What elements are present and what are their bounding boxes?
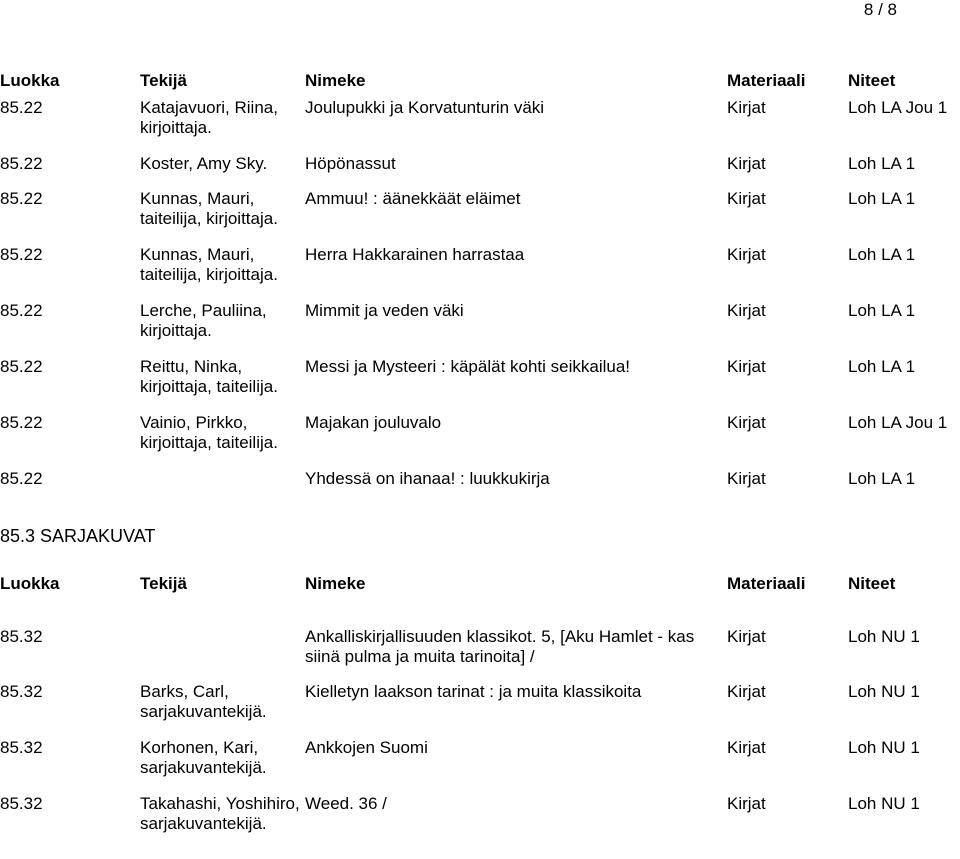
cell-author: Katajavuori, Riina, kirjoittaja. [140, 98, 278, 137]
cell-material: Kirjat [727, 189, 766, 208]
cell-notes: Loh LA Jou 1 [848, 98, 948, 117]
header-material: Materiaali [727, 71, 806, 90]
header-class: Luokka [0, 71, 60, 90]
header-title: Nimeke [305, 71, 366, 90]
cell-material: Kirjat [727, 154, 766, 173]
cell-author: Lerche, Pauliina, kirjoittaja. [140, 301, 267, 340]
cell-material: Kirjat [727, 301, 766, 320]
cell-material: Kirjat [727, 98, 766, 117]
header-material: Materiaali [727, 574, 806, 593]
cell-class: 85.22 [0, 469, 43, 488]
cell-author: Barks, Carl, sarjakuvantekijä. [140, 682, 267, 721]
cell-notes: Loh NU 1 [848, 794, 920, 813]
cell-notes: Loh NU 1 [848, 682, 920, 701]
cell-title: Herra Hakkarainen harrastaa [305, 245, 525, 264]
cell-notes: Loh LA 1 [848, 469, 916, 488]
cell-title: Kielletyn laakson tarinat : ja muita klassikoita [305, 682, 642, 701]
cell-author: Reittu, Ninka, kirjoittaja, taiteilija. [140, 357, 278, 396]
cell-title: Majakan jouluvalo [305, 413, 442, 432]
cell-class: 85.32 [0, 682, 43, 701]
cell-class: 85.32 [0, 627, 43, 646]
cell-class: 85.32 [0, 794, 43, 813]
cell-title: Mimmit ja veden väki [305, 301, 464, 320]
cell-material: Kirjat [727, 357, 766, 376]
cell-class: 85.32 [0, 738, 43, 757]
cell-class: 85.22 [0, 413, 43, 432]
cell-author: Takahashi, Yoshihiro, sarjakuvantekijä. [140, 794, 300, 833]
cell-title: Höpönassut [305, 154, 396, 173]
cell-class: 85.22 [0, 154, 43, 173]
cell-class: 85.22 [0, 245, 43, 264]
cell-material: Kirjat [727, 627, 766, 646]
cell-author: Koster, Amy Sky. [140, 154, 268, 173]
cell-title: Messi ja Mysteeri : käpälät kohti seikkailua! [305, 357, 631, 376]
section-title: 85.3 SARJAKUVAT [0, 526, 156, 546]
cell-material: Kirjat [727, 413, 766, 432]
cell-author: Kunnas, Mauri, taiteilija, kirjoittaja. [140, 245, 278, 284]
header-author: Tekijä [140, 574, 187, 593]
cell-title: Joulupukki ja Korvatunturin väki [305, 98, 545, 117]
cell-material: Kirjat [727, 245, 766, 264]
header-class: Luokka [0, 574, 60, 593]
cell-notes: Loh LA 1 [848, 357, 916, 376]
cell-title: Weed. 36 / [305, 794, 387, 813]
cell-class: 85.22 [0, 301, 43, 320]
cell-title: Ankkojen Suomi [305, 738, 428, 757]
page-number: 8 / 8 [863, 0, 897, 19]
header-title: Nimeke [305, 574, 366, 593]
cell-author: Vainio, Pirkko, kirjoittaja, taiteilija. [140, 413, 278, 452]
cell-notes: Loh LA 1 [848, 154, 916, 173]
cell-class: 85.22 [0, 98, 43, 117]
cell-title: Ankalliskirjallisuuden klassikot. 5, [Aku Hamlet - kas siinä pulma ja muita tarinoita] / [305, 627, 695, 666]
cell-title: Yhdessä on ihanaa! : luukkukirja [305, 469, 550, 488]
cell-notes: Loh LA 1 [848, 189, 916, 208]
header-notes: Niteet [848, 574, 896, 593]
cell-author: Kunnas, Mauri, taiteilija, kirjoittaja. [140, 189, 278, 228]
cell-class: 85.22 [0, 189, 43, 208]
cell-title: Ammuu! : äänekkäät eläimet [305, 189, 521, 208]
cell-notes: Loh LA 1 [848, 301, 916, 320]
cell-notes: Loh LA 1 [848, 245, 916, 264]
cell-notes: Loh NU 1 [848, 738, 920, 757]
cell-notes: Loh LA Jou 1 [848, 413, 948, 432]
cell-material: Kirjat [727, 738, 766, 757]
cell-class: 85.22 [0, 357, 43, 376]
cell-material: Kirjat [727, 469, 766, 488]
cell-notes: Loh NU 1 [848, 627, 920, 646]
cell-material: Kirjat [727, 794, 766, 813]
header-notes: Niteet [848, 71, 896, 90]
cell-material: Kirjat [727, 682, 766, 701]
cell-author: Korhonen, Kari, sarjakuvantekijä. [140, 738, 267, 777]
header-author: Tekijä [140, 71, 187, 90]
